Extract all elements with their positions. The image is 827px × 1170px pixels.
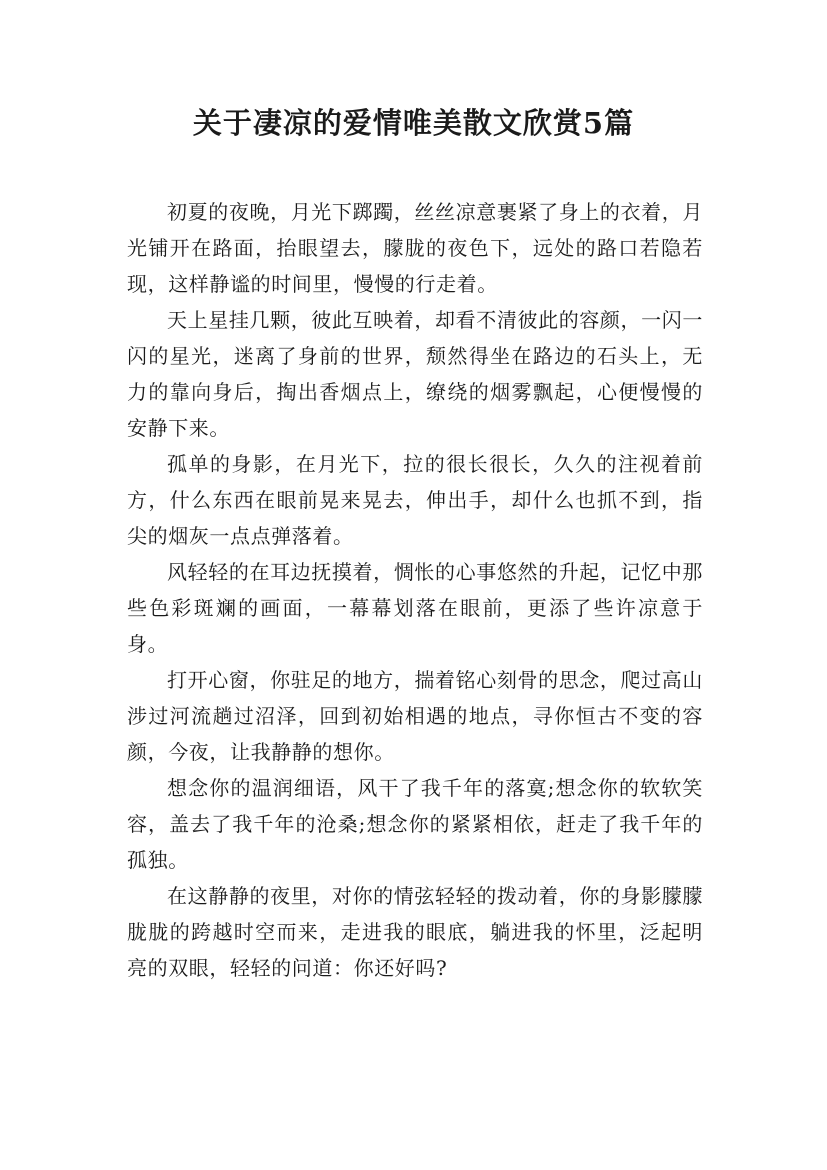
paragraph: 想念你的温润细语，风干了我千年的落寞;想念你的软软笑容，盖去了我千年的沧桑;想念你的紧紧相依，赶走了我千年的孤独。 xyxy=(127,776,703,872)
document-title: 关于凄凉的爱情唯美散文欣赏5篇 xyxy=(192,106,635,140)
paragraph: 初夏的夜晚，月光下踯躅，丝丝凉意裹紧了身上的衣着，月光铺开在路面，抬眼望去，朦胧的夜色下，远处的路口若隐若现，这样静谧的时间里，慢慢的行走着。 xyxy=(127,200,703,296)
paragraph: 在这静静的夜里，对你的情弦轻轻的拨动着，你的身影朦朦胧胧的跨越时空而来，走进我的眼底，躺进我的怀里，泛起明亮的双眼，轻轻的问道：你还好吗? xyxy=(127,884,703,980)
paragraph: 打开心窗，你驻足的地方，揣着铭心刻骨的思念，爬过高山涉过河流趟过沼泽，回到初始相遇的地点，寻你恒古不变的容颜，今夜，让我静静的想你。 xyxy=(127,668,703,764)
paragraph: 风轻轻的在耳边抚摸着，惆怅的心事悠然的升起，记忆中那些色彩斑斓的画面，一幕幕划落在眼前，更添了些许凉意于身。 xyxy=(127,560,703,656)
paragraph: 孤单的身影，在月光下，拉的很长很长，久久的注视着前方，什么东西在眼前晃来晃去，伸出手，却什么也抓不到，指尖的烟灰一点点弹落着。 xyxy=(127,452,703,548)
paragraph: 天上星挂几颗，彼此互映着，却看不清彼此的容颜，一闪一闪的星光，迷离了身前的世界，颓然得坐在路边的石头上，无力的靠向身后，掏出香烟点上，缭绕的烟雾飘起，心便慢慢的安静下来。 xyxy=(127,308,703,440)
document-body xyxy=(127,194,703,986)
